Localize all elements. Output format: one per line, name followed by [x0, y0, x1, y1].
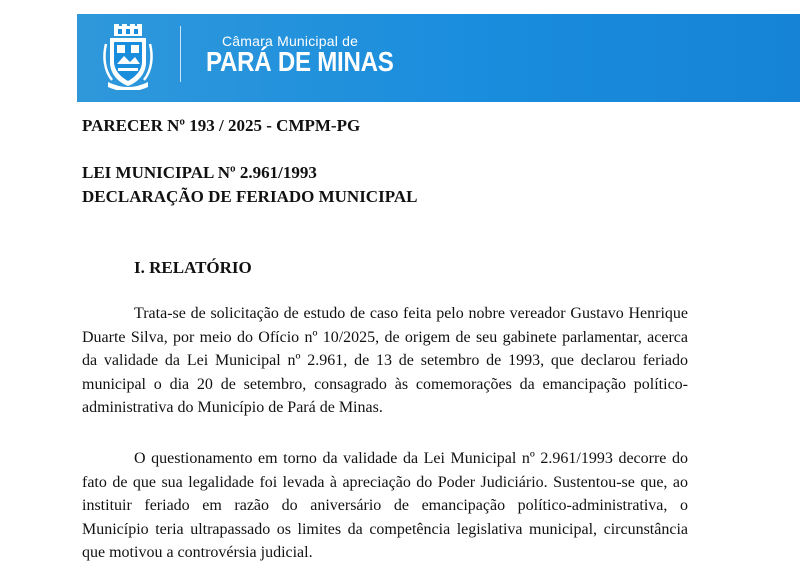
header-divider	[180, 26, 181, 82]
paragraph-line: O questionamento em torno da validade da Lei Municipal nº 2.961/1993 decorre do	[134, 450, 688, 467]
org-subtitle: Câmara Municipal de	[222, 33, 359, 49]
paragraph-line: da validade da Lei Municipal nº 2.961, de 13 de setembro de 1993, que declarou feriado	[82, 352, 688, 369]
paragraph-line: que motivou a controvérsia judicial.	[82, 544, 313, 561]
parecer-number: PARECER Nº 193 / 2025 - CMPM-PG	[82, 116, 361, 135]
paragraph-2	[82, 447, 688, 565]
header-banner	[77, 14, 800, 102]
subject-title: DECLARAÇÃO DE FERIADO MUNICIPAL	[82, 187, 418, 206]
paragraph-line: Trata-se de solicitação de estudo de caso feita pelo nobre vereador Gustavo Henrique	[134, 305, 688, 322]
paragraph-line: Duarte Silva, por meio do Ofício nº 10/2025, de origem de seu gabinete parlamentar, acerca	[82, 328, 688, 346]
paragraph-line: administrativa do Município de Pará de Minas.	[82, 399, 383, 416]
paragraph-line: instituir feriado em razão do aniversário de emancipação político-administrativa, o	[82, 497, 688, 514]
coat-of-arms-icon	[102, 24, 154, 90]
paragraph-line: Município teria ultrapassado os limites da competência legislativa municipal, circunstância	[82, 520, 688, 538]
paragraph-1	[82, 302, 688, 420]
section-title: I. RELATÓRIO	[134, 258, 252, 277]
law-reference: LEI MUNICIPAL Nº 2.961/1993	[82, 163, 317, 182]
org-title: PARÁ DE MINAS	[206, 46, 394, 77]
paragraph-line: fato de que sua legalidade foi levada à apreciação do Poder Judiciário. Sustentou-se que, ao	[82, 473, 688, 491]
paragraph-line: municipal o dia 20 de setembro, consagrado às comemorações da emancipação político-	[82, 375, 688, 393]
